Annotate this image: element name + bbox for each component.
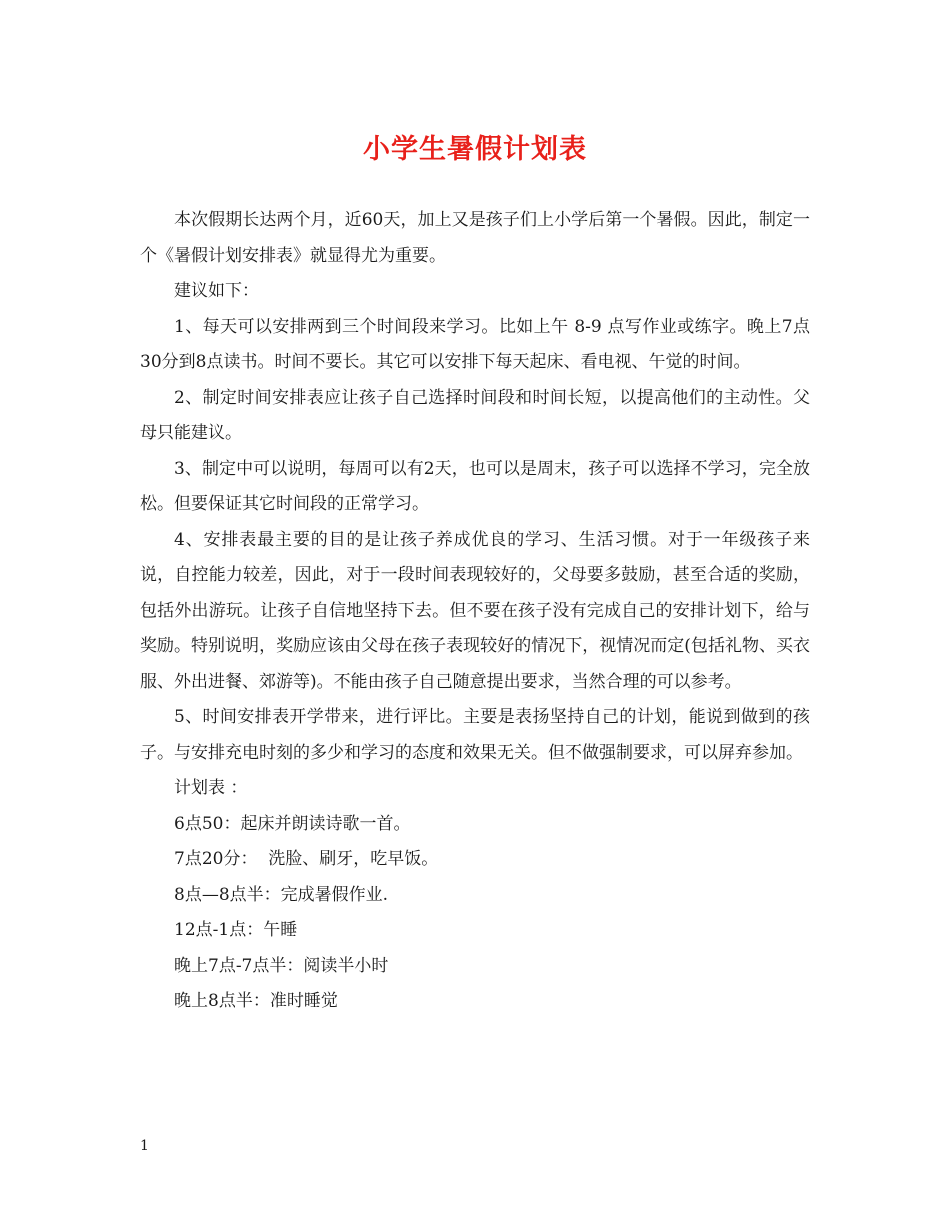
document-title: 小学生暑假计划表 <box>363 134 587 165</box>
schedule-item: 12点-1点：午睡 <box>174 920 298 940</box>
document-body <box>140 203 810 1020</box>
schedule-item: 8点—8点半：完成暑假作业. <box>174 884 389 905</box>
schedule-item: 晚上8点半：准时睡觉 <box>174 991 338 1011</box>
suggestion-3: 3、制定中可以说明，每周可以有2天，也可以是周末，孩子可以选择不学习，完全放松。但要保证其它时间段的正常学习。 <box>140 458 810 514</box>
schedule-item: 晚上7点-7点半：阅读半小时 <box>174 955 389 976</box>
schedule-heading: 计划表 ： <box>174 778 248 798</box>
suggestions-heading: 建议如下： <box>174 281 259 301</box>
schedule-item: 6点50：起床并朗读诗歌一首。 <box>174 813 411 834</box>
intro-paragraph: 本次假期长达两个月，近60天，加上又是孩子们上小学后第一个暑假。因此，制定一个《暑假计划安排表》就显得尤为重要。 <box>140 210 810 266</box>
suggestion-2: 2、制定时间安排表应让孩子自己选择时间段和时间长短，以提高他们的主动性。父母只能建议。 <box>140 387 810 443</box>
suggestion-1: 1、每天可以安排两到三个时间段来学习。比如上午 8-9 点写作业或练字。晚上7点30分到8点读书。时间不要长。其它可以安排下每天起床、看电视、午觉的时间。 <box>140 316 810 372</box>
suggestion-4: 4、安排表最主要的目的是让孩子养成优良的学习、生活习惯。对于一年级孩子来说，自控能力较差，因此，对于一段时间表现较好的，父母要多鼓励，甚至合适的奖励，包括外出游玩。让孩子自信地坚持下去。但不要在孩子没有完成自己的安排计划下，给与奖励。特别说明，奖励应该由父母在孩子表现较好的情况下，视情况而定(包括礼物、买衣服、外出进餐、郊游等)。不能由孩子自己随意提出要求，当然合理的可以参考。 <box>140 529 810 692</box>
page-number: 1 <box>140 1138 149 1154</box>
suggestion-5: 5、时间安排表开学带来，进行评比。主要是表扬坚持自己的计划，能说到做到的孩子。与安排充电时刻的多少和学习的态度和效果无关。但不做强制要求，可以屏弃参加。 <box>140 707 810 763</box>
schedule-item: 7点20分： 洗脸、刷牙，吃早饭。 <box>174 849 439 869</box>
